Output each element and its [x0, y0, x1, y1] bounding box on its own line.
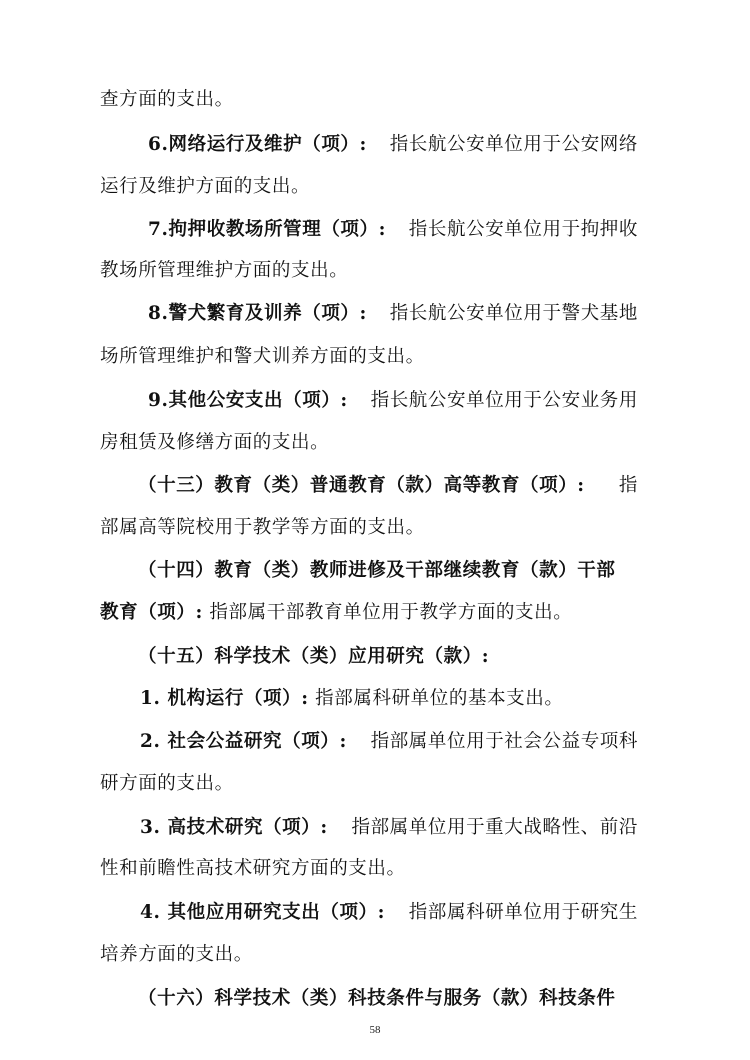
paragraph-heading-line [0, 595, 750, 631]
paragraph-heading-line [140, 724, 638, 760]
paragraph-heading-line [148, 212, 638, 248]
paragraph-continuation [0, 253, 750, 289]
paragraph-heading-line [148, 296, 638, 332]
section-heading: （十五）科学技术（类）应用研究（款）: [138, 646, 490, 667]
item-description: 指部属科研单位用于研究生 [408, 902, 638, 923]
paragraph-heading-line [0, 681, 750, 717]
paragraph-heading-line [148, 383, 638, 419]
item-heading: 4. 其他应用研究支出（项）: [140, 902, 386, 923]
page-number: 58 [369, 1024, 381, 1036]
paragraph-continuation [0, 510, 750, 546]
paragraph-continuation [0, 169, 750, 205]
paragraph-heading-line [138, 468, 638, 504]
paragraph-heading-line [148, 127, 638, 163]
item-description: 指长航公安单位用于公安网络 [389, 134, 638, 155]
text-line: 查方面的支出。 [100, 89, 234, 110]
text-line: 性和前瞻性高技术研究方面的支出。 [100, 858, 406, 879]
item-description: 指部属单位用于重大战略性、前沿 [351, 817, 638, 838]
item-heading: 1. 机构运行（项）: [140, 688, 309, 709]
item-description: 指长航公安单位用于公安业务用 [370, 390, 638, 411]
paragraph-heading-line [140, 810, 638, 846]
item-heading: （十三）教育（类）普通教育（款）高等教育（项）: [138, 475, 585, 496]
item-description: 指 [618, 475, 638, 496]
item-heading: 8.警犬繁育及训养（项）: [148, 303, 367, 324]
text-line: 场所管理维护和警犬训养方面的支出。 [100, 346, 425, 367]
item-description: 指部属干部教育单位用于教学方面的支出。 [209, 602, 573, 623]
paragraph-heading-line [140, 895, 638, 931]
item-description: 指部属单位用于社会公益专项科 [370, 731, 638, 752]
item-heading: 3. 高技术研究（项）: [140, 817, 328, 838]
paragraph-heading-line [138, 553, 638, 589]
paragraph-continuation [0, 339, 750, 375]
text-line: 研方面的支出。 [100, 773, 234, 794]
item-heading: 6.网络运行及维护（项）: [148, 134, 367, 155]
item-heading: 教育（项）: [100, 602, 203, 623]
paragraph-continuation [0, 937, 750, 973]
item-description: 指长航公安单位用于拘押收 [408, 219, 638, 240]
item-description: 指部属科研单位的基本支出。 [315, 688, 564, 709]
paragraph-continuation [0, 766, 750, 802]
item-heading: （十四）教育（类）教师进修及干部继续教育（款）干部 [138, 560, 616, 581]
section-heading-line [138, 981, 638, 1017]
paragraph-continuation [0, 425, 750, 461]
item-description: 指长航公安单位用于警犬基地 [389, 303, 638, 324]
section-heading-line [0, 639, 750, 675]
item-heading: 7.拘押收教场所管理（项）: [148, 219, 387, 240]
paragraph-continuation [0, 82, 750, 118]
paragraph-continuation [0, 851, 750, 887]
text-line: 房租赁及修缮方面的支出。 [100, 432, 330, 453]
text-line: 运行及维护方面的支出。 [100, 176, 311, 197]
text-line: 培养方面的支出。 [100, 944, 253, 965]
section-heading: （十六）科学技术（类）科技条件与服务（款）科技条件 [138, 988, 616, 1009]
text-line: 教场所管理维护方面的支出。 [100, 260, 349, 281]
item-heading: 2. 社会公益研究（项）: [140, 731, 347, 752]
item-heading: 9.其他公安支出（项）: [148, 390, 348, 411]
text-line: 部属高等院校用于教学等方面的支出。 [100, 517, 425, 538]
